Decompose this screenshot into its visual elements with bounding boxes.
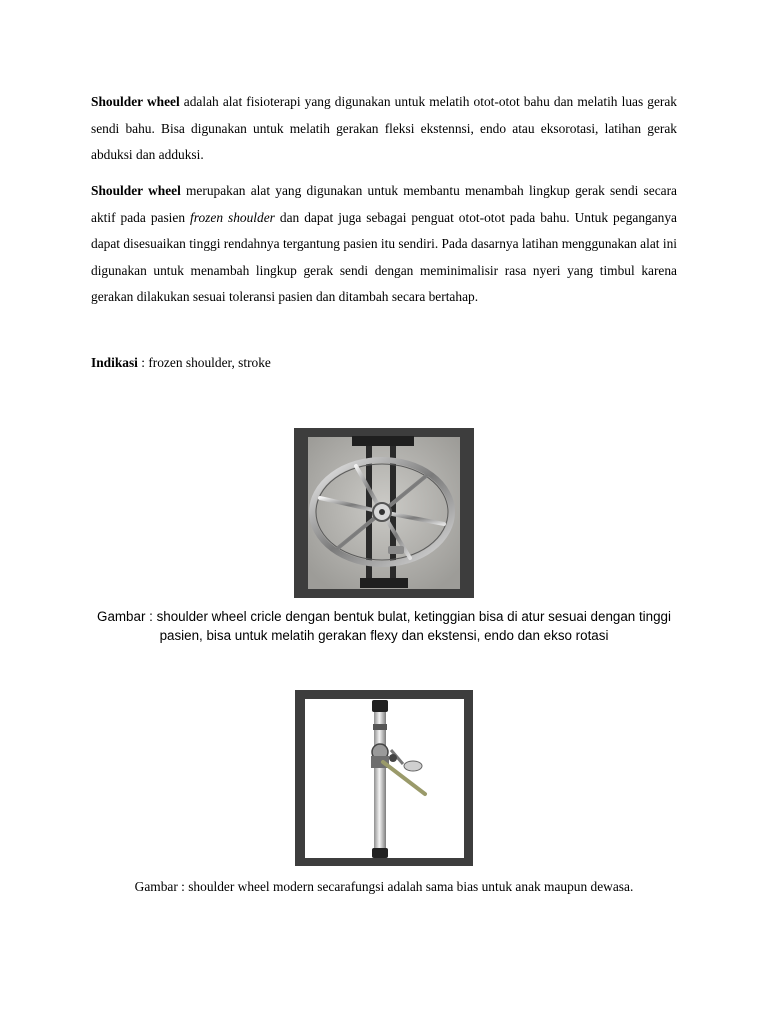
indication-label: Indikasi bbox=[91, 355, 138, 370]
figure1-caption bbox=[88, 607, 680, 645]
shoulder-wheel-circle-photo bbox=[294, 428, 474, 598]
figure1-caption-line1: Gambar : shoulder wheel cricle dengan bentuk bulat, ketinggian bisa di atur sesuai dengan tinggi bbox=[97, 609, 671, 624]
figure1-caption-line2: pasien, bisa untuk melatih gerakan flexy dan ekstensi, endo dan ekso rotasi bbox=[159, 628, 609, 643]
term-shoulder-wheel-2: Shoulder wheel bbox=[91, 183, 181, 198]
term-shoulder-wheel: Shoulder wheel bbox=[91, 94, 180, 109]
description-text-before: merupakan alat yang digunakan untuk membantu menambah lingkup gerak sendi secara aktif pada pasien bbox=[91, 183, 677, 225]
indication-text: : frozen shoulder, stroke bbox=[137, 355, 271, 370]
emphasis-frozen-shoulder: frozen shoulder bbox=[190, 209, 275, 225]
figure2-caption: Gambar : shoulder wheel modern secarafungsi adalah sama bias untuk anak maupun dewasa. bbox=[134, 879, 634, 894]
paragraph-indication bbox=[91, 350, 677, 377]
paragraph-description bbox=[91, 178, 677, 311]
paragraph-definition bbox=[91, 89, 677, 169]
shoulder-wheel-modern-photo bbox=[295, 690, 473, 866]
definition-text: adalah alat fisioterapi yang digunakan untuk melatih otot-otot bahu dan melatih luas gerak sendi bahu. Bisa digunakan untuk melatih gerakan fleksi ekstennsi, endo atau eksorotasi, latihan gerak abduksi dan adduksi. bbox=[91, 94, 678, 162]
description-text-after: dan dapat juga sebagai penguat otot-otot pada bahu. Untuk peganganya dapat disesuaikan tinggi rendahnya tergantung pasien itu sendiri. Pada dasarnya latihan menggunakan alat ini digunakan untuk menambah lingkup gerak sendi dengan meminimalisir rasa nyeri yang timbul karena gerakan dilakukan sesuai toleransi pasien dan ditambah secara bertahap. bbox=[91, 209, 677, 304]
